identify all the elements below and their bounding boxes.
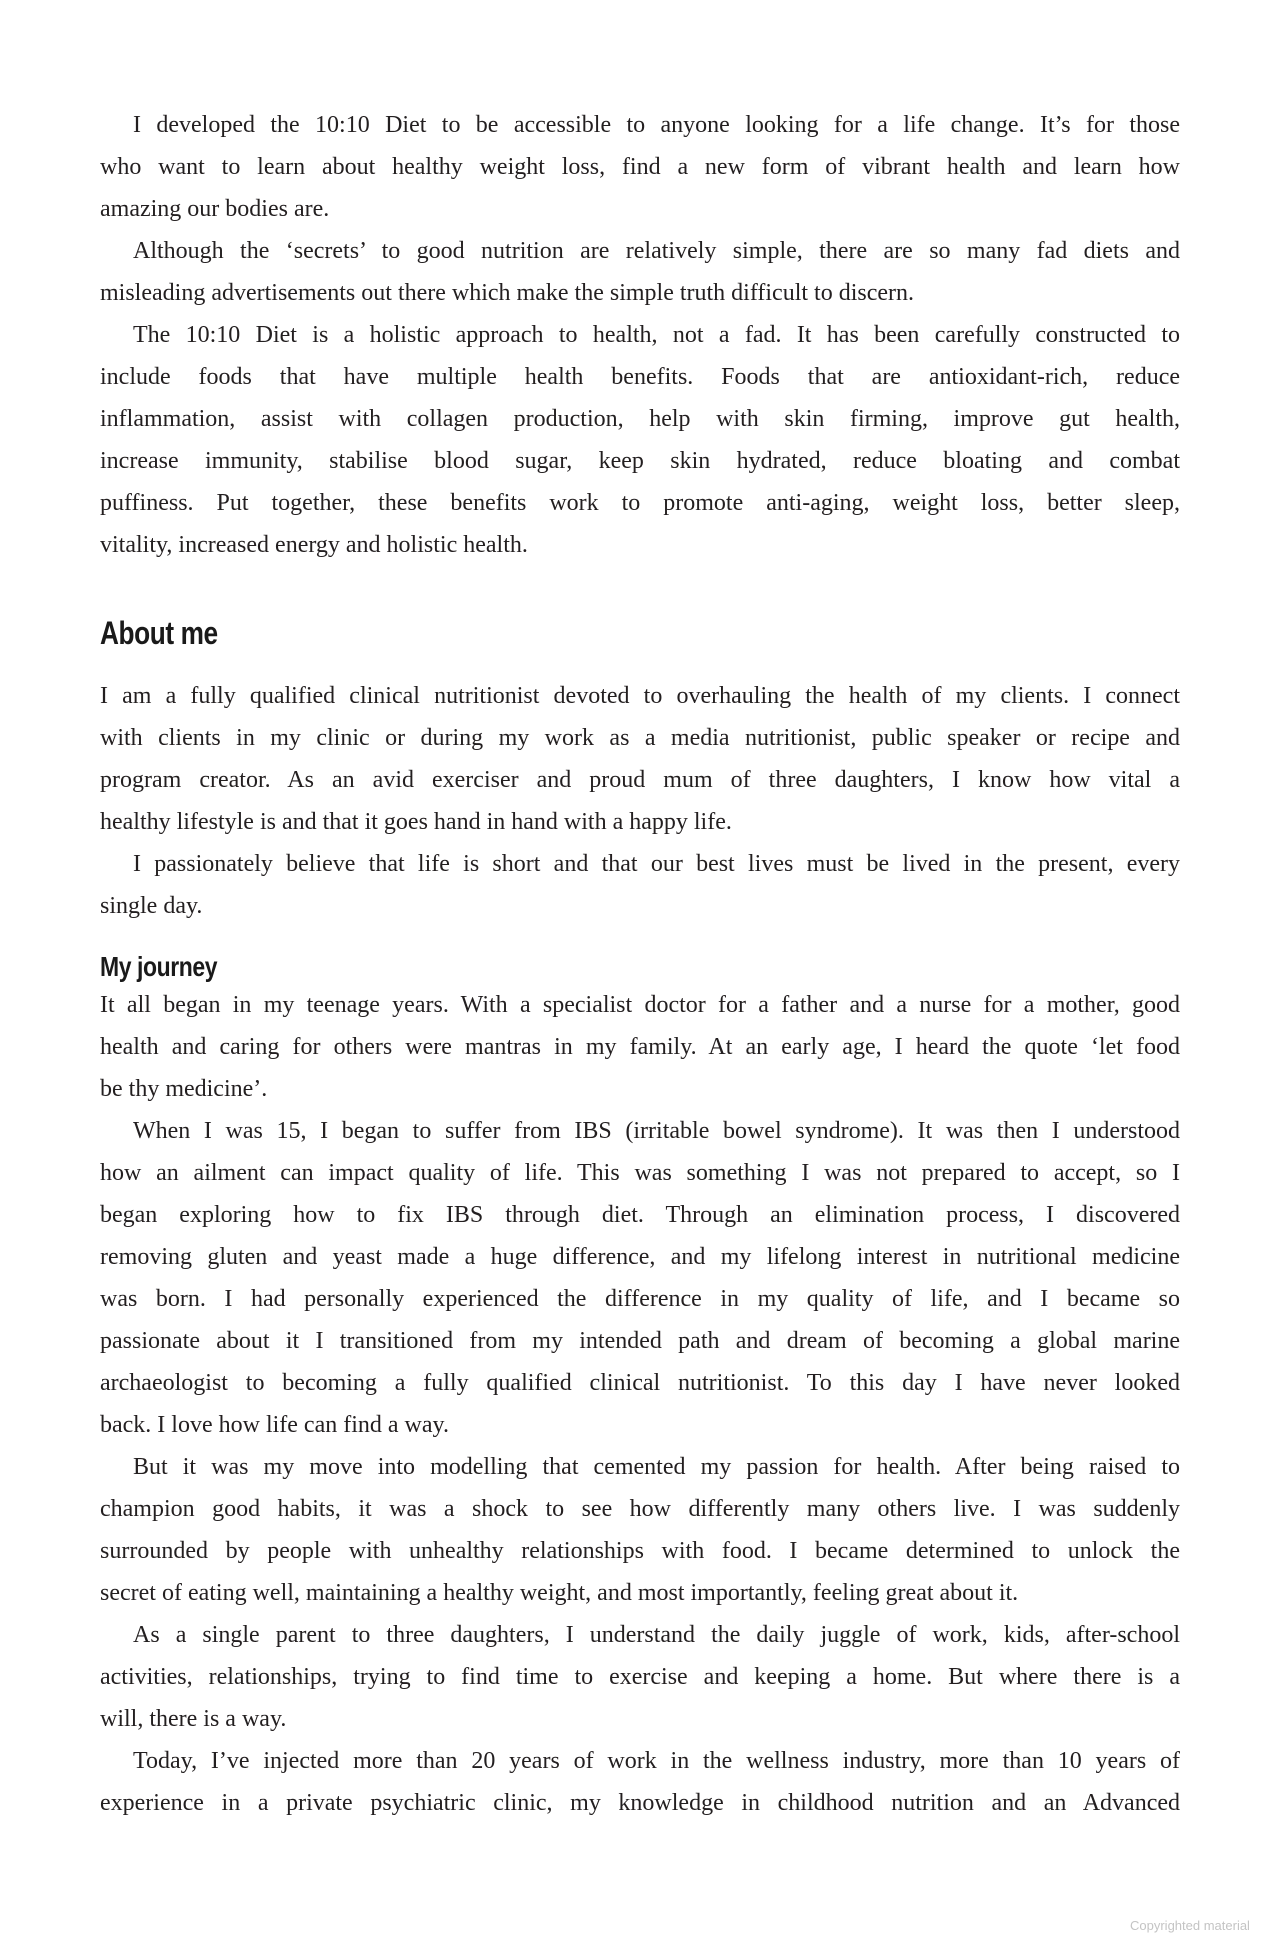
body-text-line: increase immunity, stabilise blood sugar, keep skin hydrated, reduce bloating and combat [100, 448, 1180, 474]
body-text-line: removing gluten and yeast made a huge difference, and my lifelong interest in nutritional medicine [100, 1244, 1180, 1270]
body-text-line: vitality, increased energy and holistic health. [100, 532, 528, 558]
body-text-line: who want to learn about healthy weight loss, find a new form of vibrant health and learn how [100, 154, 1180, 180]
body-text-line: But it was my move into modelling that cemented my passion for health. After being raised to [133, 1454, 1180, 1480]
body-text-line: with clients in my clinic or during my work as a media nutritionist, public speaker or recipe and [100, 725, 1180, 751]
body-text-line: be thy medicine’. [100, 1076, 268, 1102]
body-text-line: The 10:10 Diet is a holistic approach to health, not a fad. It has been carefully constructed to [133, 322, 1180, 348]
body-text-line: back. I love how life can find a way. [100, 1412, 449, 1438]
body-text-line: how an ailment can impact quality of life. This was something I was not prepared to accept, so I [100, 1160, 1180, 1186]
body-text-line: health and caring for others were mantras in my family. At an early age, I heard the quote ‘let food [100, 1034, 1180, 1060]
body-text-line: will, there is a way. [100, 1706, 287, 1732]
body-text-line: secret of eating well, maintaining a healthy weight, and most importantly, feeling great about it. [100, 1580, 1019, 1606]
copyright-watermark: Copyrighted material [1130, 1918, 1250, 1933]
body-text-line: surrounded by people with unhealthy relationships with food. I became determined to unlock the [100, 1538, 1180, 1564]
body-text-line: puffiness. Put together, these benefits work to promote anti-aging, weight loss, better sleep, [100, 490, 1180, 516]
body-text-line: amazing our bodies are. [100, 196, 330, 222]
body-text-line: I developed the 10:10 Diet to be accessible to anyone looking for a life change. It’s for those [133, 112, 1180, 138]
body-text-line: archaeologist to becoming a fully qualified clinical nutritionist. To this day I have never looked [100, 1370, 1180, 1396]
body-text-line: inflammation, assist with collagen production, help with skin firming, improve gut health, [100, 406, 1180, 432]
body-text-line: began exploring how to fix IBS through diet. Through an elimination process, I discovered [100, 1202, 1180, 1228]
body-text-line: champion good habits, it was a shock to see how differently many others live. I was suddenly [100, 1496, 1180, 1522]
body-text-line: Although the ‘secrets’ to good nutrition are relatively simple, there are so many fad diets and [133, 238, 1180, 264]
section-heading-about-me: About me [100, 615, 218, 651]
body-text-line: passionate about it I transitioned from my intended path and dream of becoming a global marine [100, 1328, 1180, 1354]
body-text-line: I am a fully qualified clinical nutritionist devoted to overhauling the health of my clients. I connect [100, 683, 1180, 709]
body-text-line: program creator. As an avid exerciser and proud mum of three daughters, I know how vital a [100, 767, 1180, 793]
body-text-line: Today, I’ve injected more than 20 years of work in the wellness industry, more than 10 years of [133, 1748, 1180, 1774]
body-text-line: was born. I had personally experienced the difference in my quality of life, and I became so [100, 1286, 1180, 1312]
body-text-line: misleading advertisements out there which make the simple truth difficult to discern. [100, 280, 915, 306]
body-text-line: As a single parent to three daughters, I understand the daily juggle of work, kids, after-school [133, 1622, 1180, 1648]
body-text-line: activities, relationships, trying to find time to exercise and keeping a home. But where there is a [100, 1664, 1180, 1690]
body-text-line: I passionately believe that life is short and that our best lives must be lived in the present, every [133, 851, 1180, 877]
body-text-line: When I was 15, I began to suffer from IBS (irritable bowel syndrome). It was then I understood [133, 1118, 1180, 1144]
body-text-line: experience in a private psychiatric clinic, my knowledge in childhood nutrition and an Advanced [100, 1790, 1180, 1816]
body-text-line: include foods that have multiple health benefits. Foods that are antioxidant-rich, reduce [100, 364, 1180, 390]
body-text-line: single day. [100, 893, 203, 919]
body-text-line: It all began in my teenage years. With a specialist doctor for a father and a nurse for a mother, good [100, 992, 1180, 1018]
section-heading-my-journey: My journey [100, 951, 218, 982]
body-text-line: healthy lifestyle is and that it goes hand in hand with a happy life. [100, 809, 732, 835]
